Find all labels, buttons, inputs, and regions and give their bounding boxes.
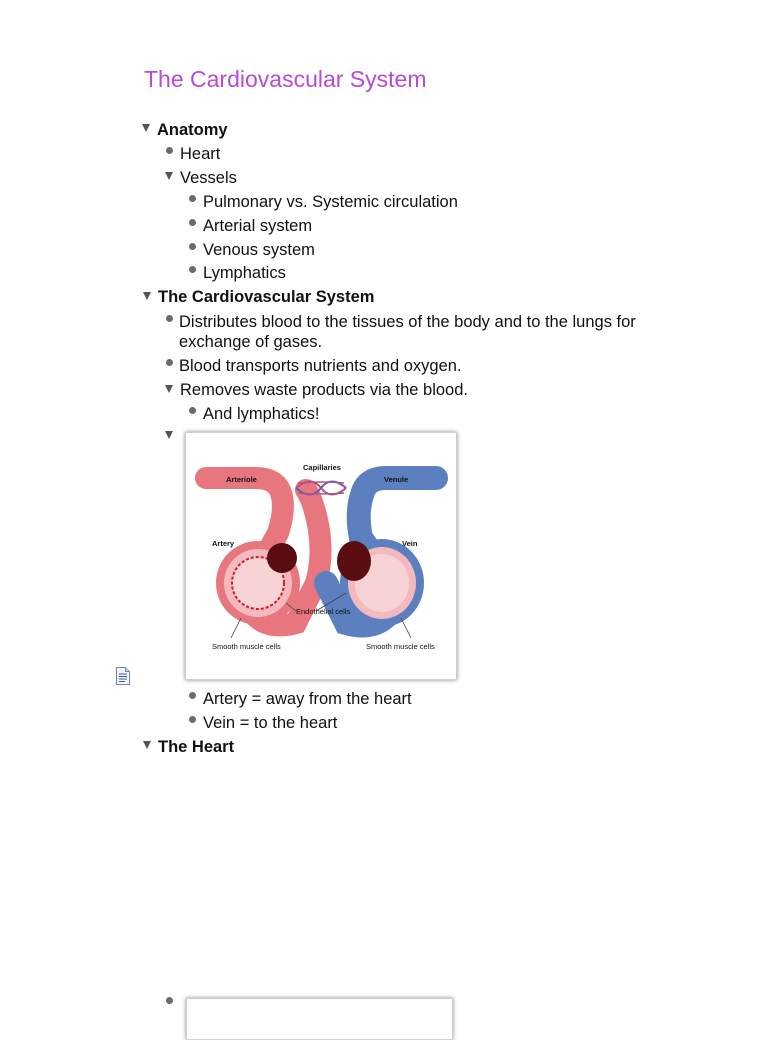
collapse-triangle-icon[interactable]: [143, 741, 151, 749]
bullet-icon: [189, 195, 196, 202]
collapse-triangle-icon[interactable]: [142, 124, 150, 132]
note-attachment-icon[interactable]: [115, 667, 131, 685]
bullet-icon: [166, 359, 173, 366]
outline-heading-anatomy: Anatomy: [157, 121, 228, 139]
collapse-triangle-icon[interactable]: [143, 292, 151, 300]
outline-item-vessels: Vessels: [180, 169, 237, 187]
label-artery: Artery: [212, 539, 235, 548]
outline-item-transports: Blood transports nutrients and oxygen.: [179, 357, 462, 375]
outline-item-pulmonary: Pulmonary vs. Systemic circulation: [203, 193, 458, 211]
outline-item-lymphatics: Lymphatics: [203, 264, 286, 282]
artery-cross-section: [216, 541, 300, 625]
outline-item-vein-definition: Vein = to the heart: [203, 714, 338, 732]
outline-item-distributes-line2: exchange of gases.: [179, 333, 323, 351]
outline-item-venous: Venous system: [203, 241, 315, 259]
collapse-triangle-icon[interactable]: [165, 385, 173, 393]
bullet-icon: [189, 716, 196, 723]
label-smooth-muscle-left: Smooth muscle cells: [212, 642, 281, 651]
outline-item-removes: Removes waste products via the blood.: [180, 381, 468, 399]
label-venule: Venule: [384, 475, 409, 484]
bullet-icon: [189, 243, 196, 250]
bullet-icon: [166, 147, 173, 154]
bullet-icon: [189, 266, 196, 273]
blood-vessel-diagram: [185, 432, 457, 680]
outline-heading-system: The Cardiovascular System: [158, 288, 375, 306]
bullet-icon: [166, 997, 173, 1004]
outline-heading-heart: The Heart: [158, 738, 235, 756]
label-vein: Vein: [402, 539, 418, 548]
heart-image-frame: [186, 998, 453, 1040]
label-arteriole: Arteriole: [226, 475, 257, 484]
label-capillaries: Capillaries: [303, 463, 341, 472]
outline-item-distributes-line1: Distributes blood to the tissues of the body and to the lungs for: [179, 313, 636, 331]
bullet-icon: [189, 219, 196, 226]
outline-item-arterial: Arterial system: [203, 217, 313, 235]
outline-item-artery-definition: Artery = away from the heart: [203, 690, 412, 708]
outline-item-heart: Heart: [180, 145, 221, 163]
outline-item-and-lymphatics: And lymphatics!: [203, 405, 320, 423]
collapse-triangle-icon[interactable]: [165, 172, 173, 180]
bullet-icon: [166, 315, 173, 322]
label-endothelial: Endothelial cells: [296, 607, 351, 616]
page-title: The Cardiovascular System: [144, 66, 427, 92]
collapse-triangle-icon[interactable]: [165, 431, 173, 439]
bullet-icon: [189, 407, 196, 414]
bullet-icon: [189, 692, 196, 699]
label-smooth-muscle-right: Smooth muscle cells: [366, 642, 435, 651]
